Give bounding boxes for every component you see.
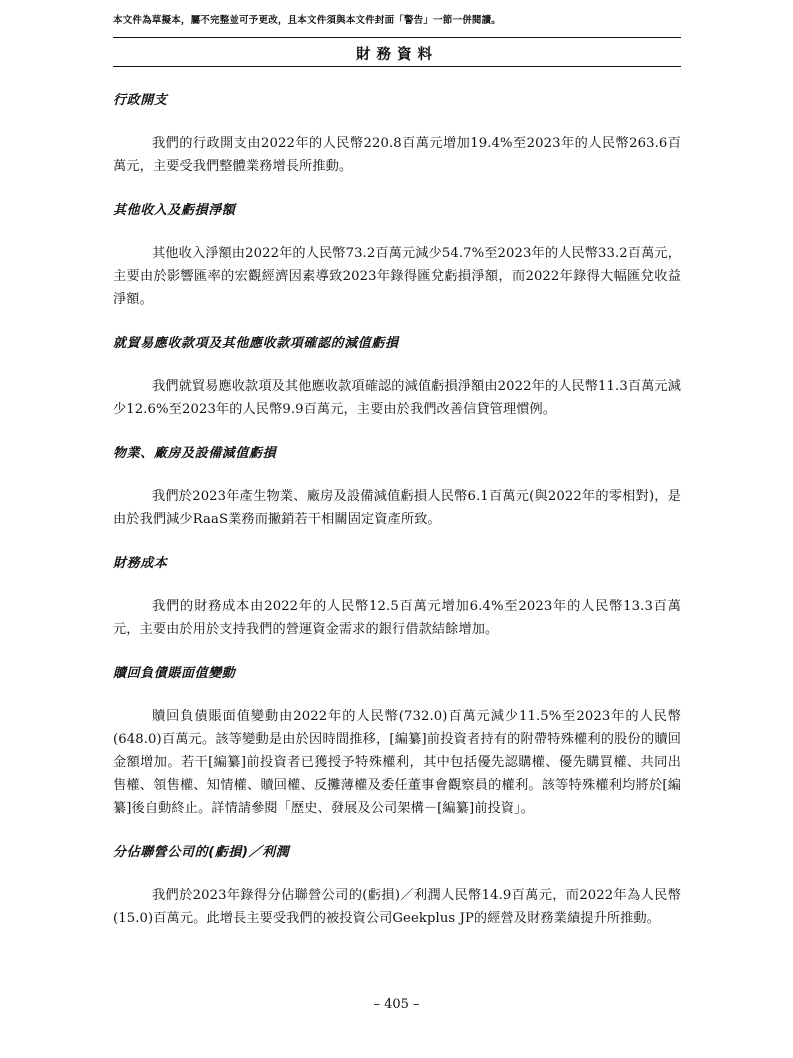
section-heading: 財務成本 — [113, 556, 168, 571]
section-heading: 贖回負債賬面值變動 — [113, 666, 236, 681]
section-heading: 分佔聯營公司的(虧損)／利潤 — [113, 845, 290, 860]
section-paragraph: 我們於2023年產生物業、廠房及設備減值虧損人民幣6.1百萬元(與2022年的零相對)，是由於我們減少RaaS業務而撇銷若干相關固定資產所致。 — [113, 489, 681, 527]
section-admin-expenses — [113, 91, 681, 178]
section-paragraph: 我們於2023年錄得分佔聯營公司的(虧損)／利潤人民幣14.9百萬元，而2022年為人民幣(15.0)百萬元。此增長主要受我們的被投資公司Geekplus JP的經營及財務業績提升所推動。 — [113, 888, 681, 926]
section-paragraph: 我們就貿易應收款項及其他應收款項確認的減值虧損淨額由2022年的人民幣11.3百萬元減少12.6%至2023年的人民幣9.9百萬元，主要由於我們改善信貸管理慣例。 — [113, 379, 681, 417]
section-heading: 物業、廠房及設備減值虧損 — [113, 446, 277, 461]
header-top-rule — [113, 37, 681, 38]
header-bottom-rule — [113, 66, 681, 67]
section-paragraph: 我們的財務成本由2022年的人民幣12.5百萬元增加6.4%至2023年的人民幣13.3百萬元，主要由於用於支持我們的營運資金需求的銀行借款結餘增加。 — [113, 599, 681, 637]
section-redemption-liabilities — [113, 664, 681, 820]
section-finance-costs — [113, 554, 681, 641]
section-impairment-ppe — [113, 444, 681, 531]
section-paragraph: 贖回負債賬面值變動由2022年的人民幣(732.0)百萬元減少11.5%至2023年的人民幣(648.0)百萬元。該等變動是由於因時間推移，[編纂]前投資者持有的附帶特殊權利的股份的贖回金額增加。若干[編纂]前投資者已獲授予特殊權利，其中包括優先認購權、優先購買權、共同出售權、領售權、知情權、贖回權、反攤薄權及委任董事會觀察員的權利。該等特殊權利均將於[編纂]後自動終止。詳情請參閱「歷史、發展及公司架構－[編纂]前投資」。 — [113, 709, 681, 816]
section-impairment-receivables — [113, 334, 681, 421]
page-header-title: 財務資料 — [356, 47, 438, 63]
draft-disclaimer: 本文件為草擬本，屬不完整並可予更改，且本文件須與本文件封面「警告」一節一併閱讀。 — [113, 15, 502, 26]
section-heading: 就貿易應收款項及其他應收款項確認的減值虧損 — [113, 336, 399, 351]
page-number: – 405 – — [373, 997, 420, 1012]
section-other-income — [113, 201, 681, 311]
section-paragraph: 其他收入淨額由2022年的人民幣73.2百萬元減少54.7%至2023年的人民幣33.2百萬元，主要由於影響匯率的宏觀經濟因素導致2023年錄得匯兌虧損淨額，而2022年錄得大幅匯兌收益淨額。 — [113, 246, 681, 307]
page-body — [113, 91, 681, 953]
section-heading: 其他收入及虧損淨額 — [113, 203, 236, 218]
section-associates-profit — [113, 843, 681, 930]
section-heading: 行政開支 — [113, 93, 168, 108]
section-paragraph: 我們的行政開支由2022年的人民幣220.8百萬元增加19.4%至2023年的人民幣263.6百萬元，主要受我們整體業務增長所推動。 — [113, 136, 681, 174]
